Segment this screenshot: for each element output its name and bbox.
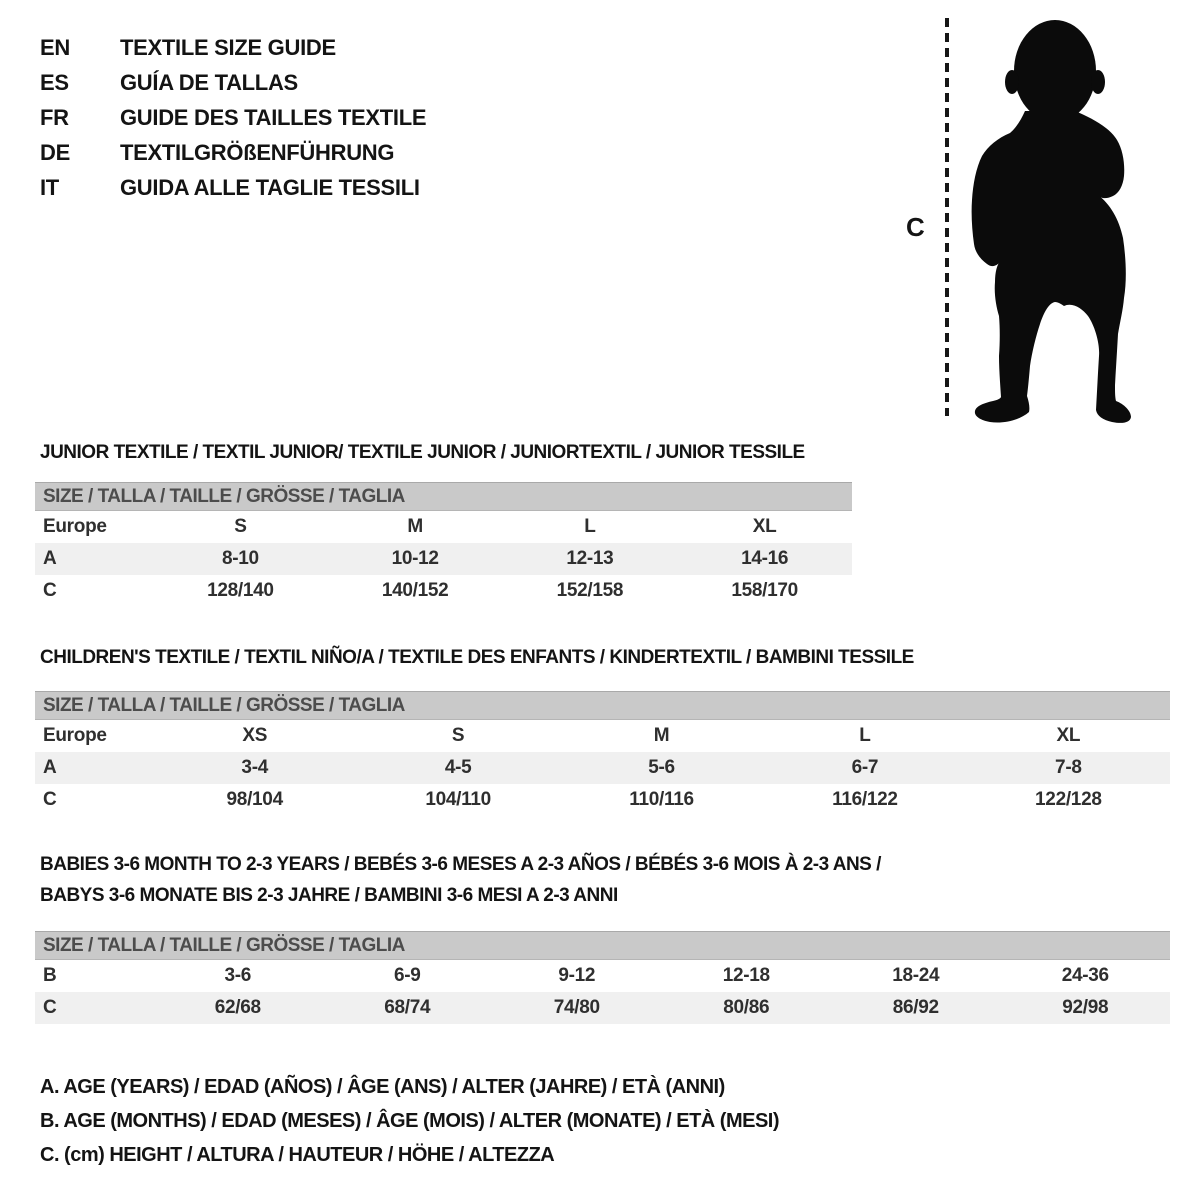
table-row-a bbox=[35, 752, 1170, 784]
table-row-a bbox=[35, 543, 852, 575]
language-header bbox=[40, 30, 426, 205]
section-title-line: BABYS 3-6 MONATE BIS 2-3 JAHRE / BAMBINI 3-6 MESI A 2-3 ANNI bbox=[40, 885, 618, 906]
legend-line-c: C. (cm) HEIGHT / ALTURA / HAUTEUR / HÖHE / ALTEZZA bbox=[40, 1144, 555, 1166]
row-label: A bbox=[43, 548, 57, 569]
table-cell: 122/128 bbox=[1035, 789, 1102, 810]
table-cell: L bbox=[859, 725, 871, 746]
table-cell: XL bbox=[752, 516, 777, 537]
table-row-c bbox=[35, 992, 1170, 1024]
table-cell: 6-7 bbox=[851, 757, 879, 778]
height-measure-label: C bbox=[906, 212, 925, 242]
lang-code: EN bbox=[40, 35, 70, 60]
row-label: B bbox=[43, 965, 57, 986]
table-cell: 74/80 bbox=[553, 997, 600, 1018]
table-row-c bbox=[35, 784, 1170, 816]
lang-code: ES bbox=[40, 70, 69, 95]
babies-section-title bbox=[40, 849, 881, 911]
table-cell: L bbox=[584, 516, 596, 537]
size-header-bar: SIZE / TALLA / TAILLE / GRÖSSE / TAGLIA bbox=[35, 482, 852, 511]
row-label: A bbox=[43, 757, 57, 778]
table-cell: 140/152 bbox=[381, 580, 449, 601]
table-cell: 4-5 bbox=[444, 757, 472, 778]
lang-label: GUÍA DE TALLAS bbox=[120, 70, 298, 95]
table-rows bbox=[35, 960, 1170, 1024]
height-measure-dashed-line bbox=[945, 18, 949, 416]
table-cell: 10-12 bbox=[391, 548, 439, 569]
junior-section-title bbox=[40, 437, 805, 468]
lang-code: IT bbox=[40, 175, 59, 200]
legend-line-a: A. AGE (YEARS) / EDAD (AÑOS) / ÂGE (ANS) / ALTER (JAHRE) / ETÀ (ANNI) bbox=[40, 1076, 725, 1098]
table-cell: 116/122 bbox=[832, 789, 898, 810]
lang-code: FR bbox=[40, 105, 69, 130]
lang-code: DE bbox=[40, 140, 70, 165]
lang-row-en bbox=[40, 30, 426, 65]
table-cell: 3-6 bbox=[224, 965, 252, 986]
size-header-bar: SIZE / TALLA / TAILLE / GRÖSSE / TAGLIA bbox=[35, 691, 1170, 720]
lang-label: GUIDA ALLE TAGLIE TESSILI bbox=[120, 175, 420, 200]
table-cell: 14-16 bbox=[741, 548, 789, 569]
measurement-legend bbox=[40, 1070, 779, 1172]
table-cell: 80/86 bbox=[723, 997, 770, 1018]
table-cell: 12-13 bbox=[566, 548, 614, 569]
children-size-table bbox=[35, 691, 1170, 816]
table-cell: XS bbox=[242, 725, 268, 746]
table-cell: 6-9 bbox=[393, 965, 421, 986]
lang-row-es bbox=[40, 65, 426, 100]
table-cell: 86/92 bbox=[892, 997, 939, 1018]
size-header-bar: SIZE / TALLA / TAILLE / GRÖSSE / TAGLIA bbox=[35, 931, 1170, 960]
legend-line-b: B. AGE (MONTHS) / EDAD (MESES) / ÂGE (MOIS) / ALTER (MONATE) / ETÀ (MESI) bbox=[40, 1110, 780, 1132]
table-cell: 24-36 bbox=[1061, 965, 1109, 986]
table-cell: 9-12 bbox=[558, 965, 596, 986]
table-cell: M bbox=[653, 725, 670, 746]
row-label: C bbox=[43, 580, 57, 601]
row-label: Europe bbox=[43, 725, 107, 746]
section-title-line: JUNIOR TEXTILE / TEXTIL JUNIOR/ TEXTILE JUNIOR / JUNIORTEXTIL / JUNIOR TESSILE bbox=[40, 442, 805, 463]
table-cell: 98/104 bbox=[226, 789, 283, 810]
table-row-europe bbox=[35, 511, 852, 543]
table-cell: 8-10 bbox=[221, 548, 259, 569]
table-cell: 62/68 bbox=[214, 997, 261, 1018]
section-title-line: CHILDREN'S TEXTILE / TEXTIL NIÑO/A / TEXTILE DES ENFANTS / KINDERTEXTIL / BAMBINI TESSILE bbox=[40, 647, 914, 668]
lang-row-it bbox=[40, 170, 426, 205]
table-cell: 158/170 bbox=[731, 580, 798, 601]
table-cell: XL bbox=[1056, 725, 1081, 746]
toddler-silhouette-icon bbox=[960, 16, 1142, 428]
babies-size-table bbox=[35, 931, 1170, 1024]
table-row-europe bbox=[35, 720, 1170, 752]
lang-label: TEXTILGRÖßENFÜHRUNG bbox=[120, 140, 395, 165]
table-cell: 5-6 bbox=[648, 757, 675, 778]
table-cell: 18-24 bbox=[892, 965, 940, 986]
row-label: C bbox=[43, 997, 57, 1018]
table-cell: 110/116 bbox=[629, 789, 694, 810]
lang-row-fr bbox=[40, 100, 426, 135]
table-cell: S bbox=[234, 516, 247, 537]
table-cell: S bbox=[451, 725, 465, 746]
row-label: Europe bbox=[43, 516, 107, 537]
lang-row-de bbox=[40, 135, 426, 170]
table-cell: 152/158 bbox=[556, 580, 624, 601]
table-rows bbox=[35, 720, 1170, 816]
table-cell: 92/98 bbox=[1062, 997, 1109, 1018]
lang-label: TEXTILE SIZE GUIDE bbox=[120, 35, 336, 60]
table-cell: 68/74 bbox=[384, 997, 431, 1018]
table-cell: 7-8 bbox=[1055, 757, 1082, 778]
table-cell: 12-18 bbox=[722, 965, 770, 986]
table-cell: 104/110 bbox=[425, 789, 491, 810]
table-cell: M bbox=[407, 516, 423, 537]
table-row-b bbox=[35, 960, 1170, 992]
table-cell: 3-4 bbox=[241, 757, 268, 778]
junior-size-table bbox=[35, 482, 852, 607]
table-cell: 128/140 bbox=[207, 580, 274, 601]
table-rows bbox=[35, 511, 852, 607]
row-label: C bbox=[43, 789, 57, 810]
section-title-line: BABIES 3-6 MONTH TO 2-3 YEARS / BEBÉS 3-6 MESES A 2-3 AÑOS / BÉBÉS 3-6 MOIS À 2-3 ANS / bbox=[40, 854, 881, 875]
table-row-c bbox=[35, 575, 852, 607]
lang-label: GUIDE DES TAILLES TEXTILE bbox=[120, 105, 427, 130]
children-section-title bbox=[40, 642, 914, 673]
